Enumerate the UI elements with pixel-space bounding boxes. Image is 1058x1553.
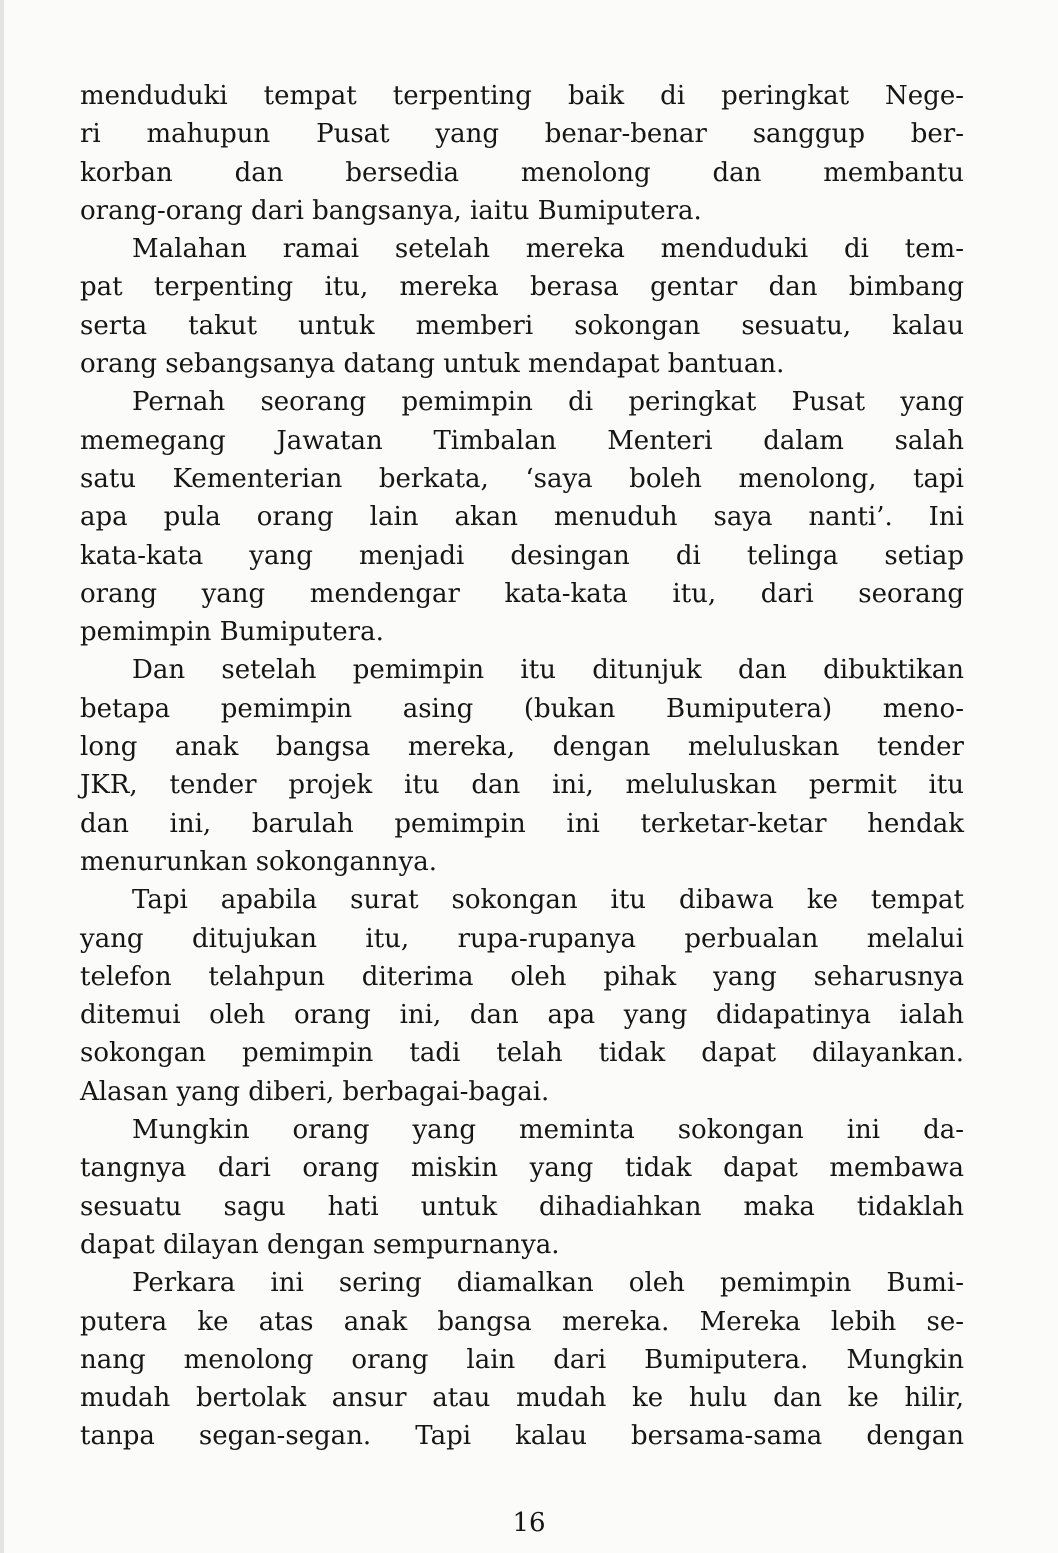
text-line: Dan setelah pemimpin itu ditunjuk dan dibuktikan	[132, 655, 964, 686]
body-text	[80, 77, 964, 1456]
text-line: pat terpenting itu, mereka berasa gentar dan bimbang	[80, 272, 964, 303]
text-line: long anak bangsa mereka, dengan meluluskan tender	[80, 732, 964, 763]
text-line: Mungkin orang yang meminta sokongan ini da-	[132, 1115, 964, 1146]
paragraph	[80, 77, 964, 230]
text-line: tangnya dari orang miskin yang tidak dapat membawa	[80, 1153, 964, 1184]
paragraph	[80, 1264, 964, 1455]
text-line: menduduki tempat terpenting baik di peringkat Nege-	[80, 81, 964, 111]
text-line: menurunkan sokongannya.	[80, 846, 437, 877]
text-line: serta takut untuk memberi sokongan sesuatu, kalau	[80, 310, 964, 341]
paragraph	[80, 881, 964, 1111]
text-line: sesuatu sagu hati untuk dihadiahkan maka tidaklah	[80, 1191, 964, 1222]
paragraph	[80, 230, 964, 383]
text-line: JKR, tender projek itu dan ini, meluluskan permit itu	[80, 770, 964, 801]
text-line: tanpa segan-segan. Tapi kalau bersama-sama dengan	[80, 1421, 964, 1452]
page-number: 16	[512, 1508, 546, 1538]
text-line: sokongan pemimpin tadi telah tidak dapat dilayankan.	[80, 1038, 964, 1069]
paragraph	[80, 651, 964, 881]
text-line: Perkara ini sering diamalkan oleh pemimpin Bumi-	[132, 1268, 964, 1299]
text-line: kata-kata yang menjadi desingan di telinga setiap	[80, 540, 964, 571]
text-line: Pernah seorang pemimpin di peringkat Pusat yang	[132, 387, 964, 418]
text-line: Malahan ramai setelah mereka menduduki di tem-	[132, 234, 964, 265]
text-line: yang ditujukan itu, rupa-rupanya perbualan melalui	[80, 923, 964, 954]
text-line: orang sebangsanya datang untuk mendapat bantuan.	[80, 349, 785, 380]
text-line: betapa pemimpin asing (bukan Bumiputera) meno-	[80, 693, 964, 724]
text-line: nang menolong orang lain dari Bumiputera. Mungkin	[80, 1344, 964, 1375]
page-edge	[0, 0, 4, 1553]
text-line: dan ini, barulah pemimpin ini terketar-ketar hendak	[80, 808, 964, 839]
text-line: telefon telahpun diterima oleh pihak yang seharusnya	[80, 961, 964, 992]
paragraph	[80, 383, 964, 651]
text-line: ditemui oleh orang ini, dan apa yang didapatinya ialah	[80, 1000, 964, 1031]
text-line: orang-orang dari bangsanya, iaitu Bumiputera.	[80, 195, 702, 226]
text-line: Tapi apabila surat sokongan itu dibawa ke tempat	[132, 885, 964, 916]
text-line: putera ke atas anak bangsa mereka. Mereka lebih se-	[80, 1306, 964, 1337]
text-line: apa pula orang lain akan menuduh saya nanti’. Ini	[80, 502, 964, 533]
text-line: korban dan bersedia menolong dan membantu	[80, 157, 964, 188]
text-line: ri mahupun Pusat yang benar-benar sanggup ber-	[80, 119, 964, 150]
paragraph	[80, 1111, 964, 1264]
text-line: satu Kementerian berkata, ‘saya boleh menolong, tapi	[80, 463, 964, 494]
text-line: orang yang mendengar kata-kata itu, dari seorang	[80, 578, 964, 609]
text-line: pemimpin Bumiputera.	[80, 617, 384, 648]
text-line: memegang Jawatan Timbalan Menteri dalam salah	[80, 425, 964, 456]
text-line: Alasan yang diberi, berbagai-bagai.	[80, 1076, 550, 1107]
text-line: mudah bertolak ansur atau mudah ke hulu dan ke hilir,	[80, 1383, 964, 1414]
text-line: dapat dilayan dengan sempurnanya.	[80, 1229, 560, 1260]
